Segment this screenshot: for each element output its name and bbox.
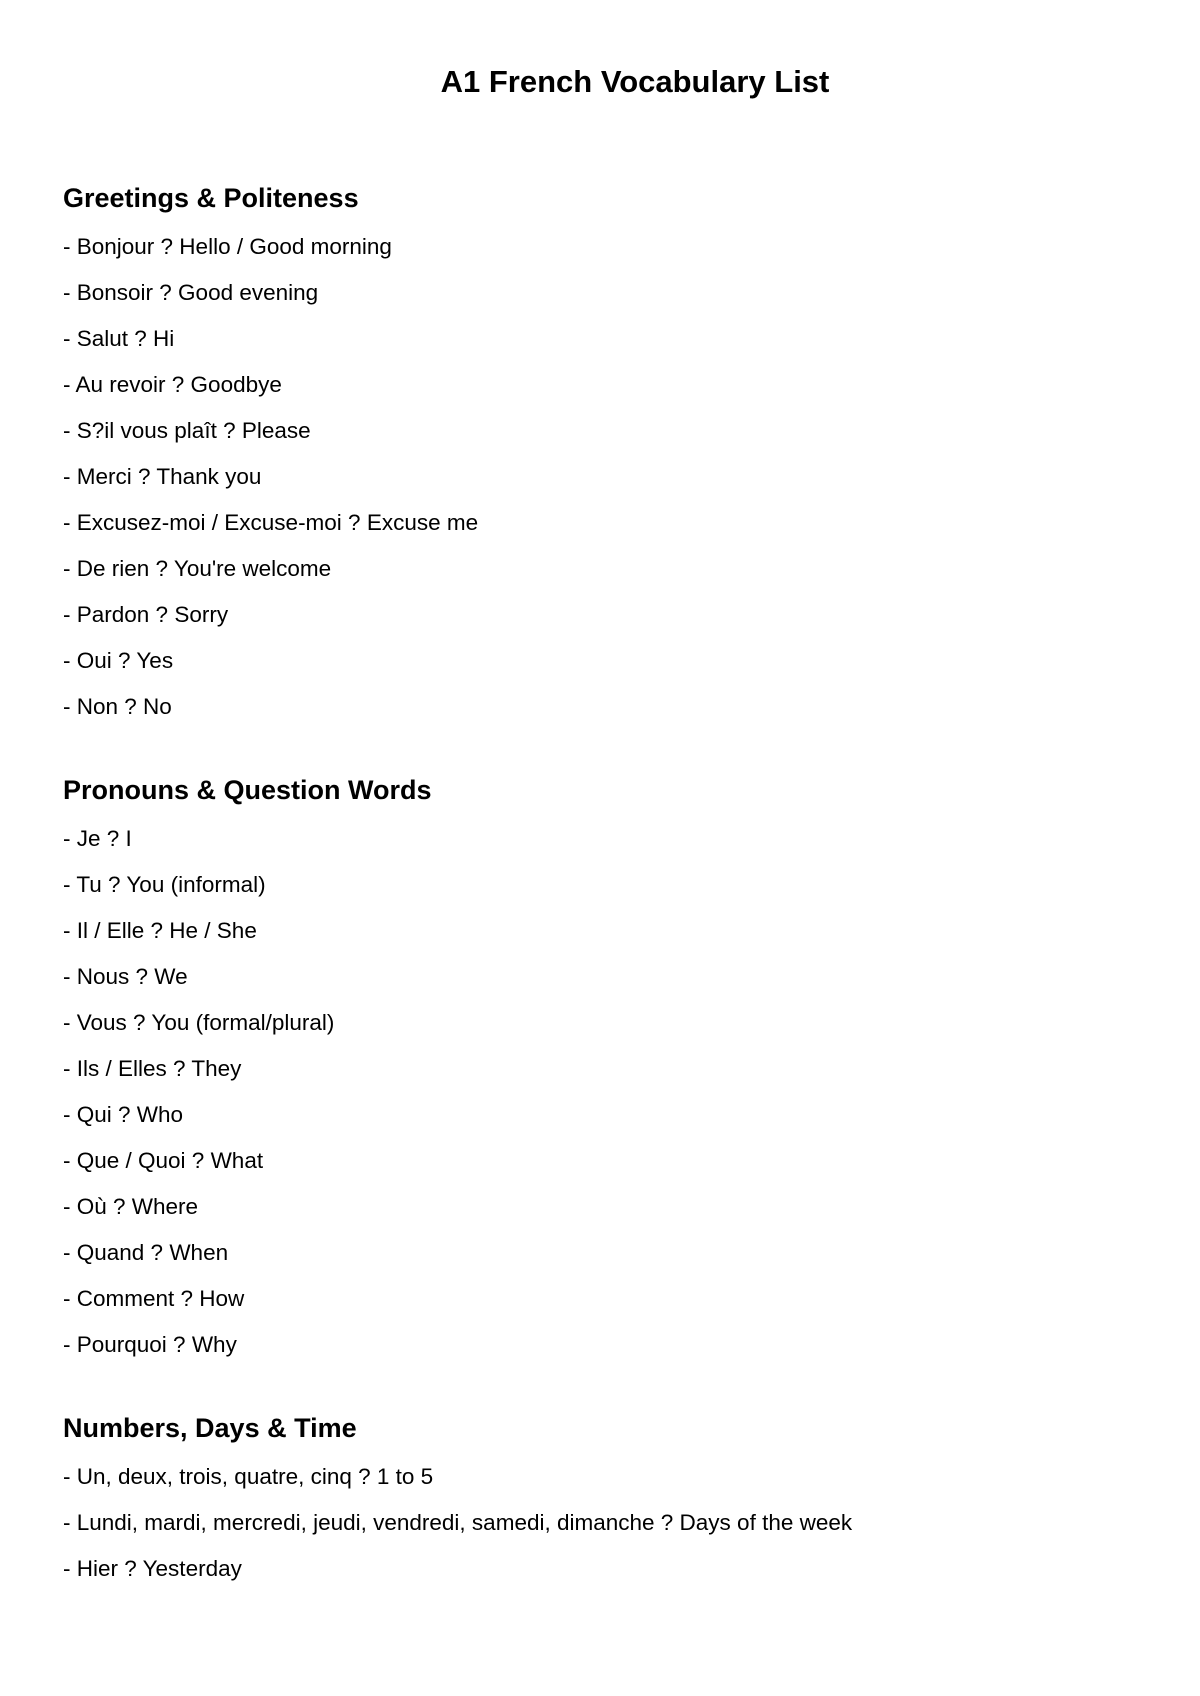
vocab-item: - Bonsoir ? Good evening (63, 280, 319, 305)
document-title: A1 French Vocabulary List (440, 64, 830, 99)
section-pronouns-question-words (63, 772, 1163, 1376)
vocab-item: - Où ? Where (63, 1194, 199, 1219)
vocab-item: - Il / Elle ? He / She (63, 918, 257, 943)
vocab-list (63, 232, 1163, 738)
vocab-list (63, 824, 1163, 1376)
section-heading: Pronouns & Question Words (63, 775, 432, 805)
vocab-item: - Un, deux, trois, quatre, cinq ? 1 to 5 (63, 1464, 434, 1489)
vocab-item: - Non ? No (63, 694, 172, 719)
section-greetings-politeness (63, 180, 1163, 738)
vocab-item: - Au revoir ? Goodbye (63, 372, 282, 397)
vocab-item: - S?il vous plaît ? Please (63, 418, 311, 443)
vocab-item: - Quand ? When (63, 1240, 229, 1265)
vocab-item: - Excusez-moi / Excuse-moi ? Excuse me (63, 510, 479, 535)
vocab-item: - Nous ? We (63, 964, 188, 989)
vocab-item: - Que / Quoi ? What (63, 1148, 264, 1173)
vocab-item: - Pardon ? Sorry (63, 602, 229, 627)
section-heading: Numbers, Days & Time (63, 1413, 357, 1443)
vocab-item: - Bonjour ? Hello / Good morning (63, 234, 392, 259)
vocab-item: - Pourquoi ? Why (63, 1332, 237, 1357)
vocab-list (63, 1462, 1163, 1600)
vocab-item: - Ils / Elles ? They (63, 1056, 242, 1081)
vocab-item: - De rien ? You're welcome (63, 556, 332, 581)
vocab-item: - Comment ? How (63, 1286, 245, 1311)
section-heading: Greetings & Politeness (63, 183, 359, 213)
vocab-item: - Salut ? Hi (63, 326, 175, 351)
vocab-item: - Lundi, mardi, mercredi, jeudi, vendredi, samedi, dimanche ? Days of the week (63, 1510, 853, 1535)
vocab-item: - Je ? I (63, 826, 132, 851)
vocab-item: - Qui ? Who (63, 1102, 184, 1127)
vocab-item: - Oui ? Yes (63, 648, 174, 673)
vocab-item: - Tu ? You (informal) (63, 872, 266, 897)
vocab-item: - Vous ? You (formal/plural) (63, 1010, 335, 1035)
vocab-item: - Merci ? Thank you (63, 464, 262, 489)
vocab-item: - Hier ? Yesterday (63, 1556, 242, 1581)
section-numbers-days-time (63, 1410, 1163, 1600)
